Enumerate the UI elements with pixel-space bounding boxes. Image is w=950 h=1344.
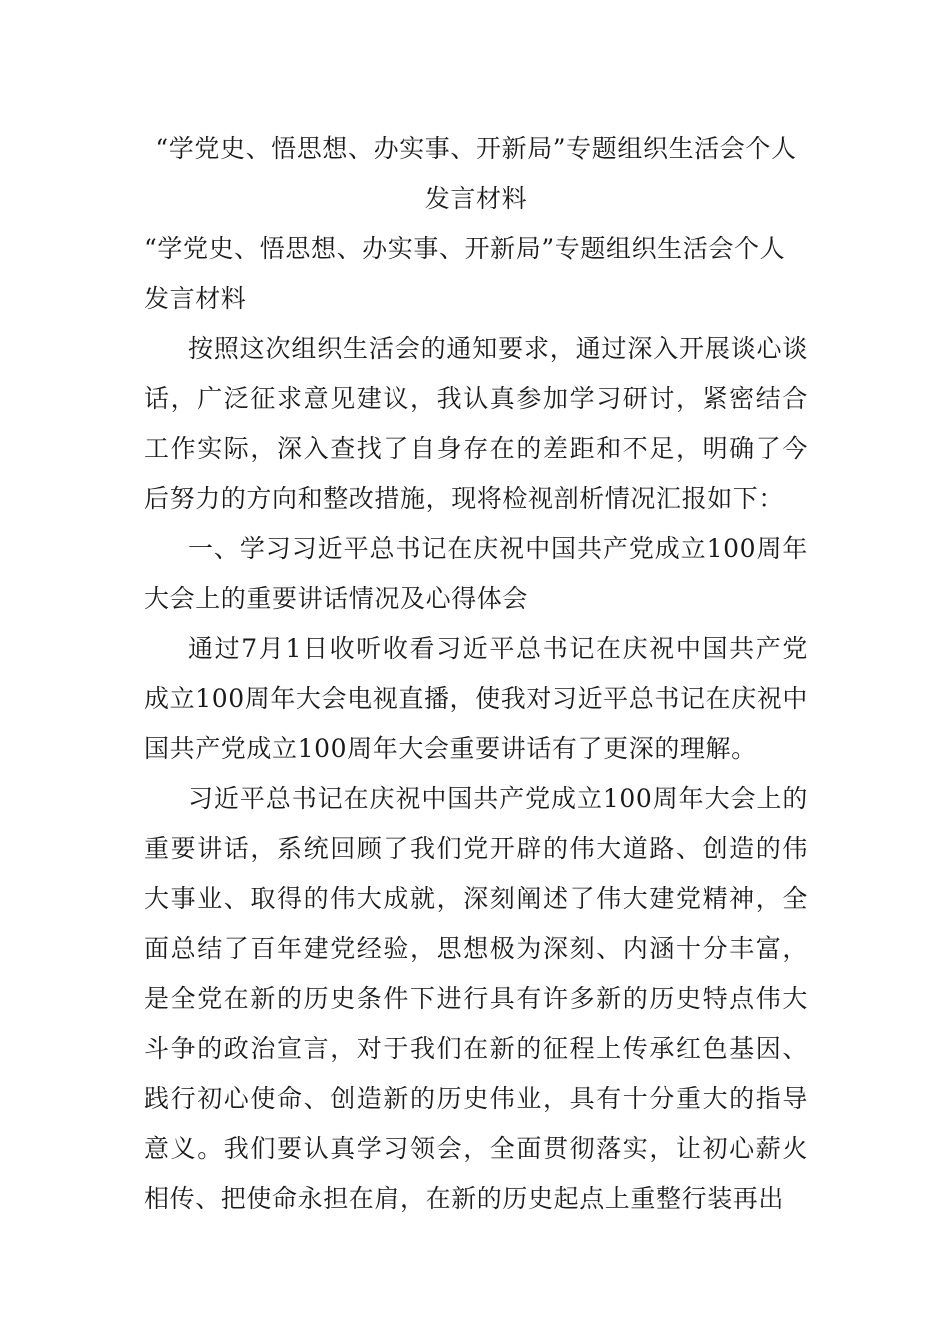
paragraph-intro: 按照这次组织生活会的通知要求，通过深入开展谈心谈话，广泛征求意见建议，我认真参加学习研讨，紧密结合工作实际，深入查找了自身存在的差距和不足，明确了今后努力的方向和整改措施，现将检视剖析情况汇报如下： [144,334,808,513]
paragraph-live-broadcast: 通过7月1日收听收看习近平总书记在庆祝中国共产党成立100周年大会电视直播，使我对习近平总书记在庆祝中国共产党成立100周年大会重要讲话有了更深的理解。 [144,634,808,763]
title-line-1: “学党史、悟思想、办实事、开新局”专题组织生活会个人 [155,134,797,163]
paragraph-speech-significance: 习近平总书记在庆祝中国共产党成立100周年大会上的重要讲话，系统回顾了我们党开辟的伟大道路、创造的伟大事业、取得的伟大成就，深刻阐述了伟大建党精神，全面总结了百年建党经验，思想极为深刻、内涵十分丰富，是全党在新的历史条件下进行具有许多新的历史特点伟大斗争的政治宣言，对于我们在新的征程上传承红色基因、践行初心使命、创造新的历史伟业，具有十分重大的指导意义。我们要认真学习领会，全面贯彻落实，让初心薪火相传、把使命永担在肩，在新的历史起点上重整行装再出 [144,784,808,1213]
document-title [144,124,808,224]
document-page [144,124,808,1224]
document-subtitle: “学党史、悟思想、办实事、开新局”专题组织生活会个人发言材料 [144,234,786,313]
title-line-2: 发言材料 [424,184,528,213]
section-heading-1: 一、学习习近平总书记在庆祝中国共产党成立100周年大会上的重要讲话情况及心得体会 [144,534,808,613]
